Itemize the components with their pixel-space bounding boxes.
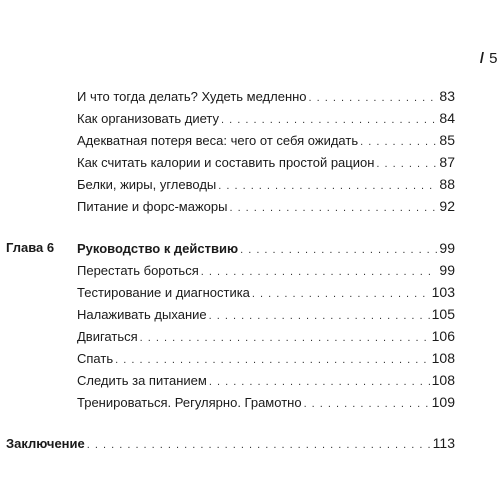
toc-entry-title: Тренироваться. Регулярно. Грамотно	[77, 395, 302, 410]
toc-entry-page: 99	[439, 262, 455, 278]
toc-entry	[77, 350, 455, 368]
toc-entry-title: Тестирование и диагностика	[77, 285, 250, 300]
dot-leader	[304, 396, 430, 412]
chapter-title: Руководство к действию	[77, 241, 239, 256]
dot-leader	[201, 264, 438, 280]
toc-entry	[77, 88, 455, 106]
toc-entry	[77, 372, 455, 390]
dot-leader	[240, 242, 437, 258]
page-number-slash: /	[479, 50, 485, 67]
toc-entry-page: 108	[431, 350, 455, 366]
toc-entry	[77, 198, 455, 216]
toc-entry-page: 84	[439, 110, 455, 126]
toc-entry-page: 106	[431, 328, 455, 344]
dot-leader	[221, 112, 437, 128]
conclusion-title: Заключение	[6, 436, 85, 451]
dot-leader	[87, 437, 431, 453]
toc-entry-page: 109	[431, 394, 455, 410]
dot-leader	[376, 156, 437, 172]
dot-leader	[309, 90, 438, 106]
dot-leader	[229, 200, 437, 216]
dot-leader	[218, 178, 437, 194]
toc-entry	[77, 132, 455, 150]
toc-entry	[77, 328, 455, 346]
toc-entry-title: И что тогда делать? Худеть медленно	[77, 89, 307, 104]
toc-entry-page: 87	[439, 154, 455, 170]
toc-entry-page: 92	[439, 198, 455, 214]
toc-entry-title: Адекватная потеря веса: чего от себя ожидать	[77, 133, 359, 148]
toc-entry-page: 105	[431, 306, 455, 322]
toc-entry	[77, 262, 455, 280]
toc-entry-title: Питание и форс-мажоры	[77, 199, 228, 214]
toc-entry-page: 85	[439, 132, 455, 148]
toc-entry-page: 83	[439, 88, 455, 104]
toc-entry-page: 88	[439, 176, 455, 192]
toc-entry	[77, 284, 455, 302]
dot-leader	[252, 286, 430, 302]
toc-entry-title: Налаживать дыхание	[77, 307, 207, 322]
toc-entry-title: Следить за питанием	[77, 373, 207, 388]
dot-leader	[209, 308, 430, 324]
toc-entry-title: Спать	[77, 351, 114, 366]
toc-entry-page: 99	[439, 240, 455, 256]
toc-entry-title: Как организовать диету	[77, 111, 220, 126]
dot-leader	[115, 352, 430, 368]
toc-chapter-entry	[6, 240, 455, 258]
dot-leader	[209, 374, 430, 390]
page-number-value: 5	[489, 50, 498, 67]
toc-entry-title: Перестать бороться	[77, 263, 199, 278]
toc-entry-title: Белки, жиры, углеводы	[77, 177, 217, 192]
toc-entry-title: Как считать калории и составить простой рацион	[77, 155, 375, 170]
toc-entry-page: 103	[431, 284, 455, 300]
toc-entry	[77, 154, 455, 172]
dot-leader	[360, 134, 437, 150]
toc-entry-page: 113	[432, 435, 455, 451]
toc-entry	[77, 110, 455, 128]
toc-entry	[77, 306, 455, 324]
toc-entry-page: 108	[431, 372, 455, 388]
toc-entry-title: Двигаться	[77, 329, 138, 344]
toc-entry	[77, 176, 455, 194]
toc-entry	[77, 394, 455, 412]
toc-conclusion-entry	[6, 435, 455, 453]
dot-leader	[140, 330, 430, 346]
chapter-label: Глава 6	[6, 240, 55, 255]
